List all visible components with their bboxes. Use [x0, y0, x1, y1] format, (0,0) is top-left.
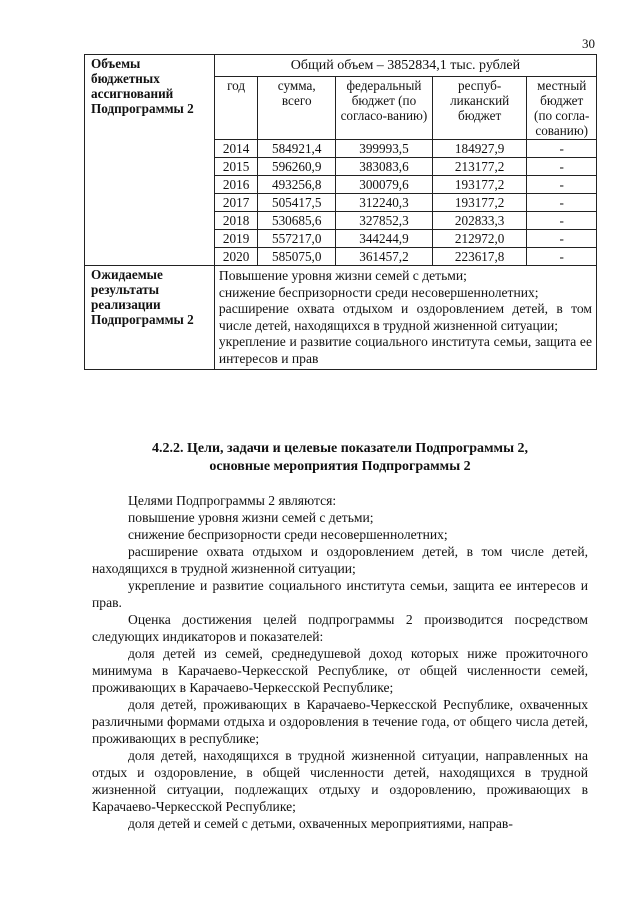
paragraph: укрепление и развитие социального института семьи, защита ее интересов и прав.: [92, 578, 588, 610]
cell-total: 557217,0: [258, 230, 336, 248]
result-item: снижение беспризорности среди несовершеннолетних;: [218, 284, 539, 300]
body-text: [92, 492, 588, 832]
total-volume: Общий объем – 3852834,1 тыс. рублей: [214, 55, 596, 77]
result-item: расширение охвата отдыхом и оздоровлением детей, в том числе детей, находящихся в трудной жизненной ситуации;: [218, 301, 592, 333]
results-label: Ожидаемые результаты реализации Подпрограммы 2: [85, 266, 215, 370]
cell-total: 585075,0: [258, 248, 336, 266]
cell-federal: 361457,2: [336, 248, 433, 266]
cell-local: -: [527, 140, 597, 158]
cell-republic: 193177,2: [432, 176, 527, 194]
cell-year: 2017: [214, 194, 257, 212]
cell-federal: 300079,6: [336, 176, 433, 194]
cell-federal: 399993,5: [336, 140, 433, 158]
cell-federal: 312240,3: [336, 194, 433, 212]
col-head-federal: федеральный бюджет (по согласо-ванию): [336, 77, 433, 140]
cell-year: 2016: [214, 176, 257, 194]
cell-local: -: [527, 248, 597, 266]
page-number: 30: [582, 36, 595, 51]
cell-year: 2018: [214, 212, 257, 230]
cell-federal: 383083,6: [336, 158, 433, 176]
cell-total: 584921,4: [258, 140, 336, 158]
budget-label: Объемы бюджетных ассигнований Подпрограммы 2: [85, 55, 215, 266]
results-text: [214, 266, 596, 370]
section-title: [120, 440, 560, 476]
col-head-local: местный бюджет (по согла-сованию): [527, 77, 597, 140]
paragraph: доля детей, проживающих в Карачаево-Черкесской Республике, охваченных различными формами отдыха и оздоровления в течение года, от общего числа детей, проживающих в республике;: [92, 697, 588, 746]
cell-republic: 223617,8: [432, 248, 527, 266]
section-title-line: 4.2.2. Цели, задачи и целевые показатели Подпрограммы 2,: [151, 441, 529, 456]
budget-table: [84, 54, 597, 370]
cell-year: 2014: [214, 140, 257, 158]
cell-local: -: [527, 230, 597, 248]
paragraph: Целями Подпрограммы 2 являются:: [128, 493, 337, 508]
cell-republic: 212972,0: [432, 230, 527, 248]
cell-local: -: [527, 212, 597, 230]
cell-local: -: [527, 158, 597, 176]
cell-total: 596260,9: [258, 158, 336, 176]
cell-republic: 213177,2: [432, 158, 527, 176]
cell-year: 2020: [214, 248, 257, 266]
result-item: укрепление и развитие социального института семьи, защита ее интересов и прав: [218, 334, 592, 366]
paragraph: повышение уровня жизни семей с детьми;: [128, 510, 374, 525]
paragraph: доля детей, находящихся в трудной жизненной ситуации, направленных на отдых и оздоровление, в общей численности детей, находящихся в трудной жизненной ситуации, подлежащих отдыху и оздоровлению, проживающих в Карачаево-Черкесской Республике;: [92, 748, 588, 814]
cell-year: 2015: [214, 158, 257, 176]
result-item: Повышение уровня жизни семей с детьми;: [218, 268, 467, 283]
col-head-year: год: [214, 77, 257, 140]
paragraph: снижение беспризорности среди несовершеннолетних;: [128, 527, 448, 542]
cell-local: -: [527, 176, 597, 194]
cell-local: -: [527, 194, 597, 212]
cell-total: 493256,8: [258, 176, 336, 194]
col-head-total: сумма, всего: [258, 77, 336, 140]
cell-federal: 344244,9: [336, 230, 433, 248]
paragraph: доля детей из семей, среднедушевой доход которых ниже прожиточного минимума в Карачаево-Черкесской Республике, от общей численности семей, проживающих в Карачаево-Черкесской Республике;: [92, 646, 588, 695]
cell-republic: 193177,2: [432, 194, 527, 212]
paragraph: Оценка достижения целей подпрограммы 2 производится посредством следующих индикаторов и показателей:: [92, 612, 588, 644]
paragraph: расширение охвата отдыхом и оздоровлением детей, в том числе детей, находящихся в трудной жизненной ситуации;: [92, 544, 588, 576]
cell-federal: 327852,3: [336, 212, 433, 230]
cell-year: 2019: [214, 230, 257, 248]
section-title-line: основные мероприятия Подпрограммы 2: [209, 459, 471, 474]
cell-total: 530685,6: [258, 212, 336, 230]
cell-republic: 184927,9: [432, 140, 527, 158]
paragraph: доля детей и семей с детьми, охваченных мероприятиями, направ-: [128, 816, 513, 831]
cell-republic: 202833,3: [432, 212, 527, 230]
col-head-republic: респуб-ликанский бюджет: [432, 77, 527, 140]
cell-total: 505417,5: [258, 194, 336, 212]
